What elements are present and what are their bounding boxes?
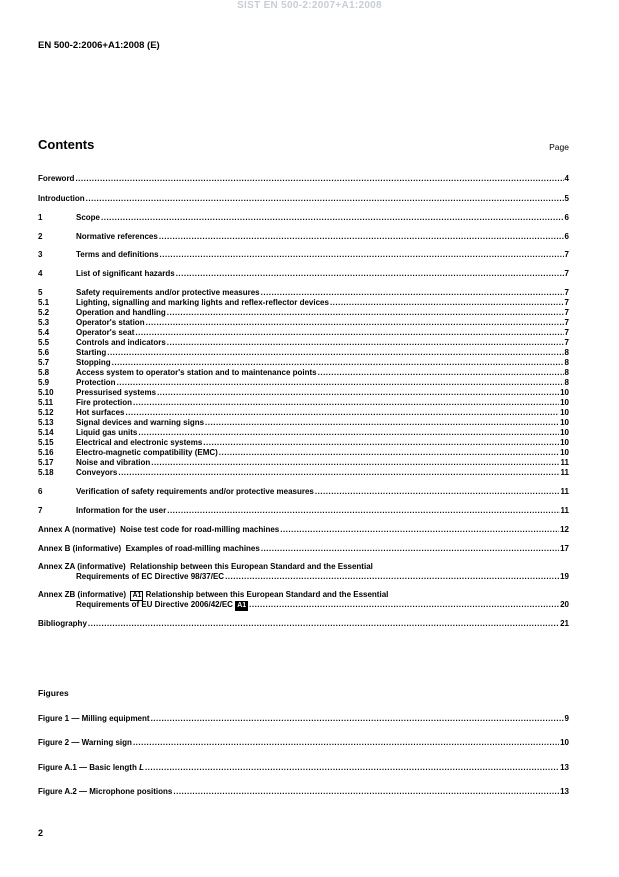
toc-entry-5-2[interactable]: [38, 308, 569, 318]
toc-entry-5-16[interactable]: [38, 448, 569, 458]
toc-entry-terms[interactable]: [38, 250, 569, 260]
toc-entry-number: 5.11: [38, 398, 54, 407]
figure-entry[interactable]: [38, 763, 569, 773]
toc-entry-text: Information for the user: [76, 506, 167, 515]
toc-entry-number: 5.1: [38, 298, 50, 307]
toc-entry-text: Stopping: [76, 358, 111, 367]
toc-entry-5-11[interactable]: [38, 398, 569, 408]
toc-entry-annex-za-cont[interactable]: [38, 572, 569, 582]
toc-entry-number: 5.15: [38, 438, 54, 447]
toc-entry-page: 8: [564, 348, 569, 357]
toc-entry-text: Introduction: [38, 194, 85, 203]
toc-entry-text: Scope: [76, 213, 101, 222]
toc-entry-5-13[interactable]: [38, 418, 569, 428]
toc-entry-number: 5.2: [38, 308, 50, 317]
toc-entry-page: 7: [564, 269, 569, 278]
toc-entry-number: 5.13: [38, 418, 54, 427]
toc-entry-text: Annex A (normative) Noise test code for road-milling machines: [38, 525, 280, 534]
toc-entry-5-8[interactable]: [38, 368, 569, 378]
toc-entry-page: 20: [560, 600, 569, 609]
figure-entry-italic: L: [139, 763, 144, 772]
toc-entry-page: 7: [564, 328, 569, 337]
toc-entry-page: 10: [560, 398, 569, 407]
toc-entry-5-18[interactable]: [38, 468, 569, 478]
toc-entry-page: 10: [560, 388, 569, 397]
figure-entry-page: 10: [560, 738, 569, 747]
toc-entry-number: 1: [38, 213, 43, 222]
toc-entry-number: 5.18: [38, 468, 54, 477]
toc-entry-5-5[interactable]: [38, 338, 569, 348]
toc-entry-number: 6: [38, 487, 43, 496]
page-column-label: Page: [549, 142, 569, 152]
toc-entry-number: 7: [38, 506, 43, 515]
toc-entry-bibliography[interactable]: [38, 619, 569, 629]
toc-entry-number: 5.5: [38, 338, 50, 347]
toc-entry-text: Operation and handling: [76, 308, 166, 317]
figure-entry-text: Figure 1 — Milling equipment: [38, 714, 150, 723]
toc-entry-text: Hot surfaces: [76, 408, 125, 417]
figure-entry-page: 9: [564, 714, 569, 723]
toc-entry-text: Protection: [76, 378, 116, 387]
toc-entry-number: 5.17: [38, 458, 54, 467]
toc-entry-number: 5.8: [38, 368, 50, 377]
toc-entry-page: 10: [560, 428, 569, 437]
toc-entry-text: Bibliography: [38, 619, 87, 628]
toc-entry-page: 11: [560, 458, 569, 467]
figures-title: Figures: [38, 688, 69, 698]
toc-entry-page: 7: [564, 338, 569, 347]
annex-zb-title: Relationship between this European Standard and the Essential: [145, 590, 389, 599]
toc-entry-page: 5: [564, 194, 569, 203]
toc-entry-5-10[interactable]: [38, 388, 569, 398]
toc-entry-section-5[interactable]: [38, 288, 569, 298]
toc-entry-page: 7: [564, 288, 569, 297]
toc-entry-annex-zb-cont[interactable]: [38, 600, 569, 611]
toc-entry-text: Liquid gas units: [76, 428, 138, 437]
toc-entry-page: 7: [564, 318, 569, 327]
toc-entry-hazards[interactable]: [38, 269, 569, 279]
toc-entry-page: 10: [560, 408, 569, 417]
amendment-end-tag: A1: [237, 602, 247, 609]
toc-entry-page: 7: [564, 308, 569, 317]
toc-entry-annex-a[interactable]: [38, 525, 569, 535]
toc-entry-5-7[interactable]: [38, 358, 569, 368]
toc-entry-page: 10: [560, 448, 569, 457]
toc-entry-verification[interactable]: [38, 487, 569, 497]
toc-entry-page: 6: [564, 232, 569, 241]
toc-entry-page: 21: [560, 619, 569, 628]
toc-entry-5-12[interactable]: [38, 408, 569, 418]
figure-entry[interactable]: [38, 787, 569, 797]
figure-entry-page: 13: [560, 787, 569, 796]
toc-entry-page: 12: [560, 525, 569, 534]
watermark: SIST EN 500-2:2007+A1:2008: [237, 0, 382, 11]
toc-entry-number: 5.3: [38, 318, 50, 327]
toc-entry-number: 5.9: [38, 378, 50, 387]
toc-entry-number: 5.12: [38, 408, 54, 417]
figure-entry[interactable]: [38, 714, 569, 724]
toc-entry-text: Annex ZA (informative) Relationship between this European Standard and the Essential: [38, 562, 373, 571]
toc-entry-text: Access system to operator's station and to maintenance points: [76, 368, 317, 377]
toc-entry-page: 8: [564, 358, 569, 367]
toc-entry-page: 4: [564, 174, 569, 183]
toc-entry-text: Annex B (informative) Examples of road-milling machines: [38, 544, 260, 553]
toc-entry-text: Safety requirements and/or protective measures: [76, 288, 260, 297]
figure-entry-label: Figure A.1 — Basic length: [38, 763, 140, 772]
toc-entry-page: 7: [564, 298, 569, 307]
annex-zb-label: Annex ZB (informative): [38, 590, 127, 599]
toc-entry-information[interactable]: [38, 506, 569, 516]
toc-entry-text: Fire protection: [76, 398, 133, 407]
toc-entry-5-6[interactable]: [38, 348, 569, 358]
contents-title: Contents: [38, 137, 95, 152]
toc-entry-page: 11: [560, 468, 569, 477]
toc-entry-5-14[interactable]: [38, 428, 569, 438]
toc-entry-foreword[interactable]: [38, 174, 569, 184]
document-id: EN 500-2:2006+A1:2008 (E): [38, 40, 160, 51]
toc-entry-number: 5.4: [38, 328, 50, 337]
toc-entry-text: Noise and vibration: [76, 458, 151, 467]
toc-entry-annex-b[interactable]: [38, 544, 569, 554]
figure-entry-page: 13: [560, 763, 569, 772]
toc-entry-page: 11: [560, 506, 569, 515]
toc-entry-page: 6: [564, 213, 569, 222]
toc-entry-text: Pressurised systems: [76, 388, 157, 397]
toc-entry-annex-za[interactable]: [38, 562, 569, 572]
toc-entry-text: Electrical and electronic systems: [76, 438, 203, 447]
toc-entry-text: Starting: [76, 348, 107, 357]
annex-zb-cont-text: Requirements of EU Directive 2006/42/EC: [76, 600, 233, 609]
toc-entry-text: Terms and definitions: [76, 250, 159, 259]
toc-entry-page: 10: [560, 418, 569, 427]
toc-entry-text: Conveyors: [76, 468, 118, 477]
toc-entry-5-3[interactable]: [38, 318, 569, 328]
toc-entry-text: Lighting, signalling and marking lights and reflex-reflector devices: [76, 298, 329, 307]
toc-entry-number: 5.16: [38, 448, 54, 457]
toc-entry-text: List of significant hazards: [76, 269, 175, 278]
toc-entry-page: 19: [560, 572, 569, 581]
toc-entry-number: 5.10: [38, 388, 54, 397]
toc-entry-text: Verification of safety requirements and/or protective measures: [76, 487, 314, 496]
toc-entry-number: 5.7: [38, 358, 50, 367]
toc-entry-5-4[interactable]: [38, 328, 569, 338]
page-number: 2: [38, 828, 44, 838]
toc-entry-text: Signal devices and warning signs: [76, 418, 205, 427]
toc-entry-page: 10: [560, 438, 569, 447]
toc-entry-number: 5.6: [38, 348, 50, 357]
amendment-start-tag: A1: [132, 592, 142, 599]
toc-entry-page: 17: [560, 544, 569, 553]
toc-entry-page: 11: [560, 487, 569, 496]
toc-entry-text: Requirements of EC Directive 98/37/EC: [76, 572, 225, 581]
toc-entry-number: 5.14: [38, 428, 54, 437]
toc-entry-text: Controls and indicators: [76, 338, 166, 347]
toc-entry-5-1[interactable]: [38, 298, 569, 308]
toc-entry-page: 8: [564, 368, 569, 377]
toc-entry-5-17[interactable]: [38, 458, 569, 468]
toc-entry-normative-references[interactable]: [38, 232, 569, 242]
toc-entry-page: 8: [564, 378, 569, 387]
toc-entry-text: Normative references: [76, 232, 158, 241]
figure-entry-text: Figure A.2 — Microphone positions: [38, 787, 173, 796]
toc-entry-number: 3: [38, 250, 43, 259]
toc-entry-text: Foreword: [38, 174, 75, 183]
toc-entry-page: 7: [564, 250, 569, 259]
toc-entry-text: [38, 600, 248, 611]
toc-entry-number: 4: [38, 269, 43, 278]
toc-entry-introduction[interactable]: [38, 194, 569, 204]
toc-entry-number: 5: [38, 288, 43, 297]
toc-entry-5-15[interactable]: [38, 438, 569, 448]
toc-entry-number: 2: [38, 232, 43, 241]
toc-entry-scope[interactable]: [38, 213, 569, 223]
figure-entry-text: [38, 763, 144, 773]
toc-entry-text: Electro-magnetic compatibility (EMC): [76, 448, 218, 457]
toc-entry-text: Operator's station: [76, 318, 145, 327]
toc-entry-5-9[interactable]: [38, 378, 569, 388]
toc-entry-text: Operator's seat: [76, 328, 135, 337]
figure-entry-text: Figure 2 — Warning sign: [38, 738, 132, 747]
figure-entry[interactable]: [38, 738, 569, 748]
